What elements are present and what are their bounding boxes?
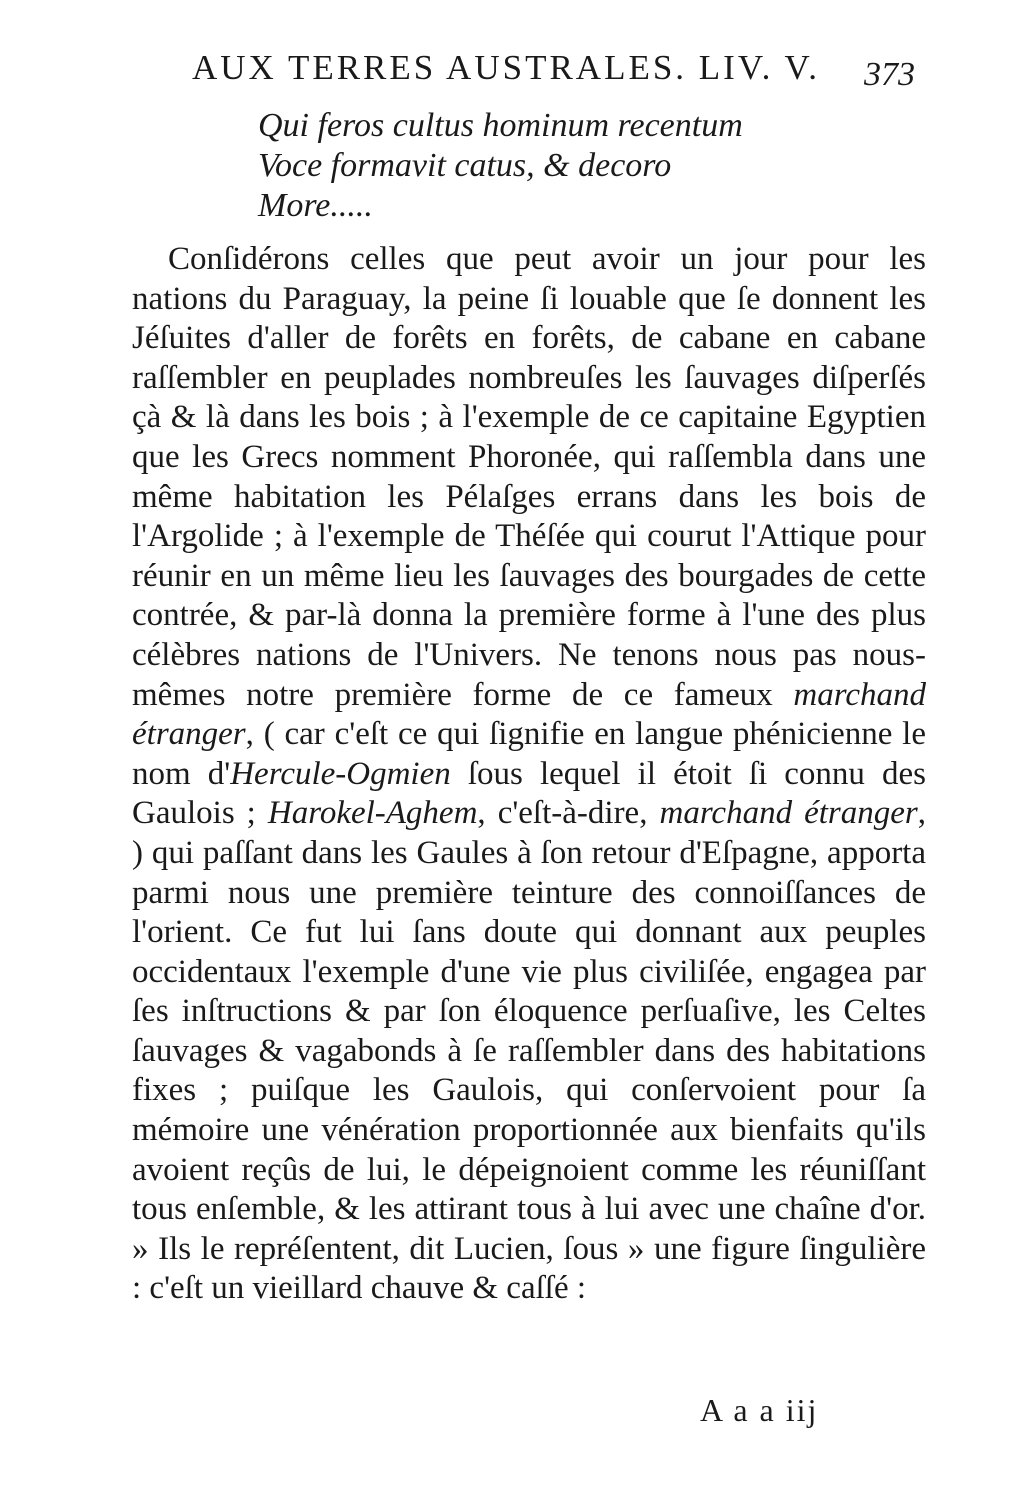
text-run: , c'eſt-à-dire, bbox=[477, 795, 660, 832]
running-head: AUX TERRES AUSTRALES. LIV. V. bbox=[192, 48, 820, 87]
body-text bbox=[132, 240, 926, 1309]
italic-term: marchand étranger bbox=[132, 676, 926, 753]
signature-mark: A a a iij bbox=[700, 1392, 819, 1428]
verse-line: Voce formavit catus, & decoro bbox=[258, 147, 672, 184]
italic-term: Hercule-Ogmien bbox=[230, 755, 451, 792]
text-run: Conſidérons celles que peut avoir un jour pour les nations du Paraguay, la peine ſi louable que ſe donnent les Jéſuites d'aller de forêts en forêts, de cabane en cabane raſſembler en peuplades nombreuſes les ſauvages diſperſés çà & là dans les bois ; à l'exemple de ce capitaine Egyptien que les Grecs nomment Phoronée, qui raſſembla dans une même habitation les Pélaſges errans dans les bois de l'Argolide ; à l'exemple de Théſée qui courut l'Attique pour réunir en un même lieu les ſauvages des bourgades de cette contrée, & par-là donna la première forme à l'une des plus célèbres nations de l'Univers. Ne tenons nous pas nous-mêmes notre première forme de ce fameux bbox=[132, 241, 926, 713]
verse-line: Qui feros cultus hominum recentum bbox=[258, 107, 743, 144]
italic-term: marchand étranger bbox=[659, 795, 918, 832]
paragraph bbox=[132, 240, 926, 1309]
italic-term: Harokel-Aghem bbox=[267, 795, 478, 832]
verse-line: More..... bbox=[258, 187, 373, 224]
page-number: 373 bbox=[864, 56, 915, 93]
latin-verse-quotation bbox=[258, 106, 743, 226]
text-run: ſous lequel il étoit ſi connu des Gaulois ; bbox=[132, 755, 926, 832]
text-run: , ) qui paſſant dans les Gaules à ſon retour d'Eſpagne, apporta parmi nous une première teinture des connoiſſances de l'orient. Ce fut lui ſans doute qui donnant aux peuples occidentaux l'exemple d'une vie plus civiliſée, engagea par ſes inſtructions & par ſon éloquence perſuaſive, les Celtes ſauvages & vagabonds à ſe raſſembler dans des habitations fixes ; puiſque les Gaulois, qui conſervoient pour ſa mémoire une vénération proportionnée aux bienfaits qu'ils avoient reçûs de lui, le dépeignoient comme les réuniſſant tous enſemble, & les attirant tous à lui avec une chaîne d'or. » Ils le repréſentent, dit Lucien, ſous » une figure ſingulière : c'eſt un vieillard chauve & caſſé : bbox=[132, 795, 926, 1307]
text-run: , ( car c'eſt ce qui ſignifie en langue phénicienne le nom d' bbox=[132, 716, 926, 792]
